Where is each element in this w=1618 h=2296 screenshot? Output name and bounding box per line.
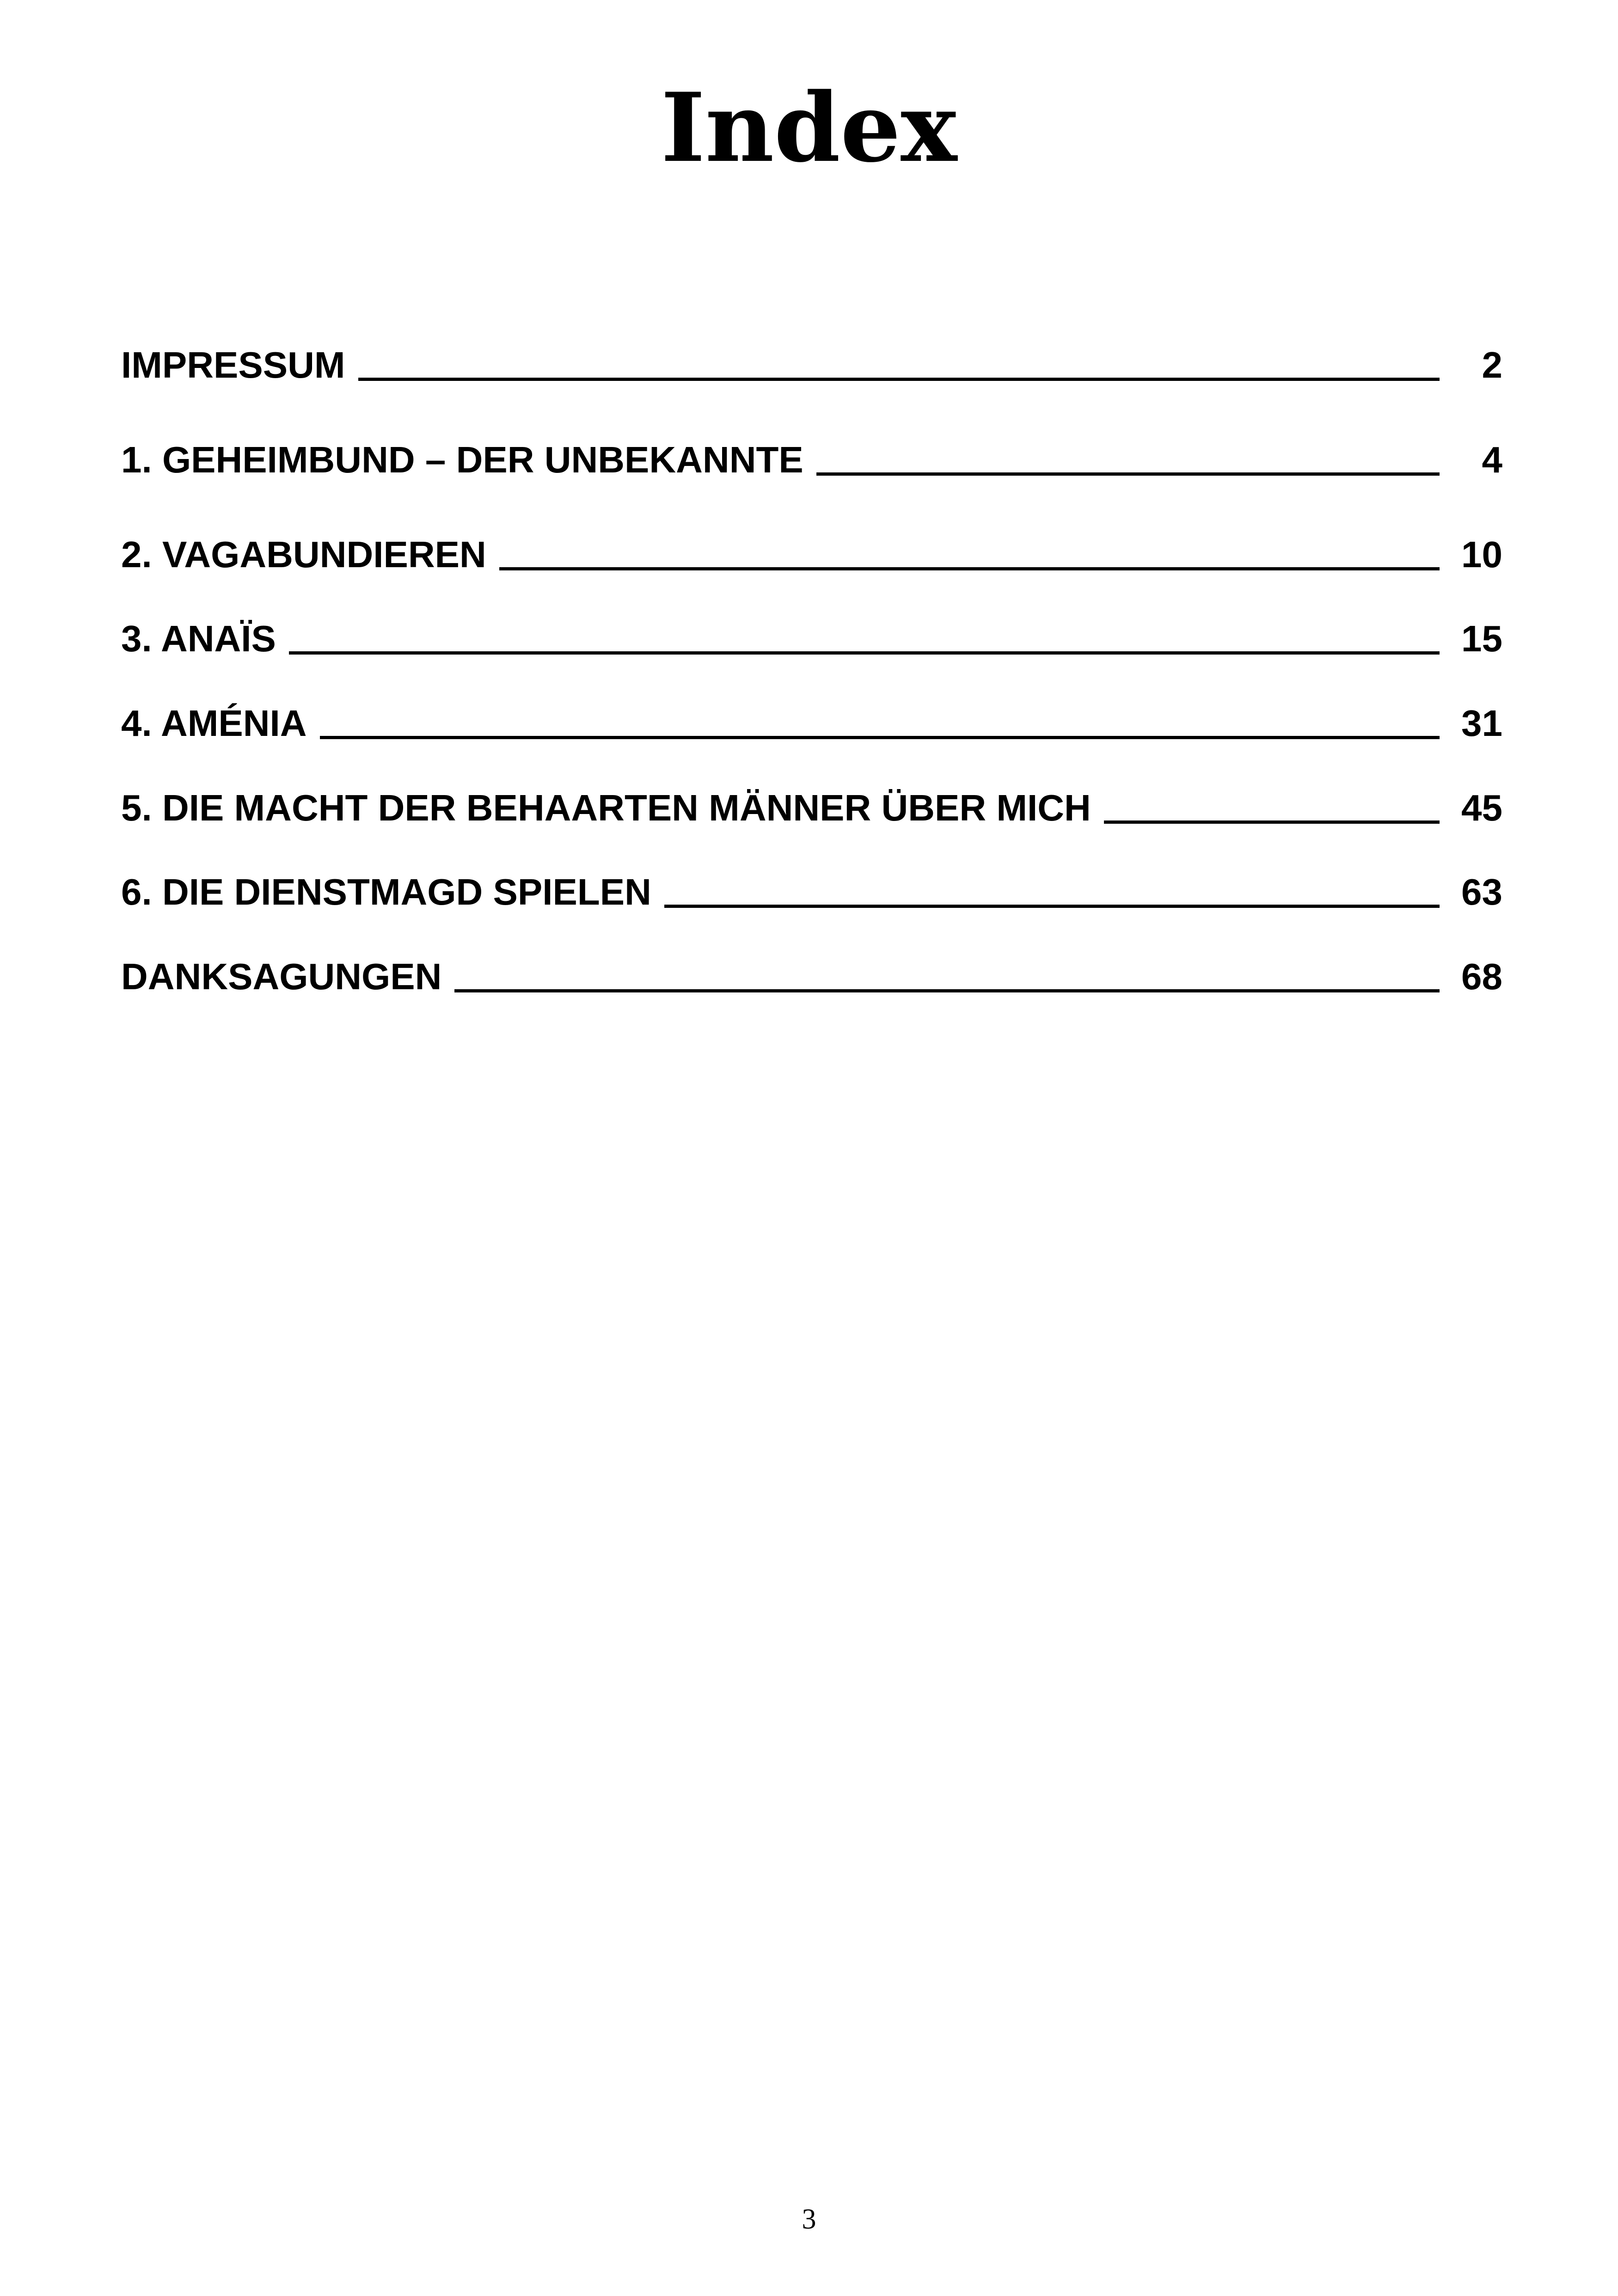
toc-entry-impressum[interactable] (121, 337, 1502, 384)
page-title: Index (661, 73, 957, 184)
toc-entry-page: 10 (1461, 534, 1502, 575)
toc-entry-label: DANKSAGUNGEN (121, 956, 442, 997)
toc-leader-line (454, 989, 1440, 992)
toc-entry-danksagungen[interactable] (121, 949, 1502, 995)
toc-leader-line (289, 651, 1440, 655)
toc-leader-line (816, 472, 1440, 476)
toc-entry-geheimbund[interactable] (121, 432, 1502, 478)
toc-entry-page: 31 (1461, 703, 1502, 744)
toc-leader-line (499, 567, 1440, 570)
toc-entry-label: IMPRESSUM (121, 344, 345, 386)
toc-entry-label: 1. GEHEIMBUND – DER UNBEKANNTE (121, 439, 803, 480)
toc-entry-vagabundieren[interactable] (121, 527, 1502, 573)
toc-entry-label: 3. ANAÏS (121, 618, 276, 659)
toc-entry-macht[interactable] (121, 780, 1502, 827)
toc-entry-label: 5. DIE MACHT DER BEHAARTEN MÄNNER ÜBER MICH (121, 787, 1091, 828)
toc-entry-page: 68 (1461, 956, 1502, 997)
toc-leader-line (1104, 820, 1440, 824)
toc-entry-page: 45 (1461, 787, 1502, 828)
toc-entry-label: 6. DIE DIENSTMAGD SPIELEN (121, 871, 651, 912)
toc-entry-label: 4. AMÉNIA (121, 703, 307, 744)
toc-entry-amenia[interactable] (121, 696, 1502, 742)
toc-entry-page: 15 (1461, 618, 1502, 659)
table-of-contents (121, 0, 1502, 1017)
page-number: 3 (802, 2204, 816, 2235)
toc-entry-page: 2 (1482, 344, 1502, 386)
toc-leader-line (358, 378, 1440, 381)
toc-entry-dienstmagd[interactable] (121, 864, 1502, 911)
toc-entry-page: 63 (1461, 871, 1502, 912)
toc-entry-label: 2. VAGABUNDIEREN (121, 534, 486, 575)
toc-entry-anais[interactable] (121, 611, 1502, 657)
toc-leader-line (320, 736, 1440, 739)
toc-entry-page: 4 (1482, 439, 1502, 480)
toc-leader-line (664, 905, 1440, 908)
